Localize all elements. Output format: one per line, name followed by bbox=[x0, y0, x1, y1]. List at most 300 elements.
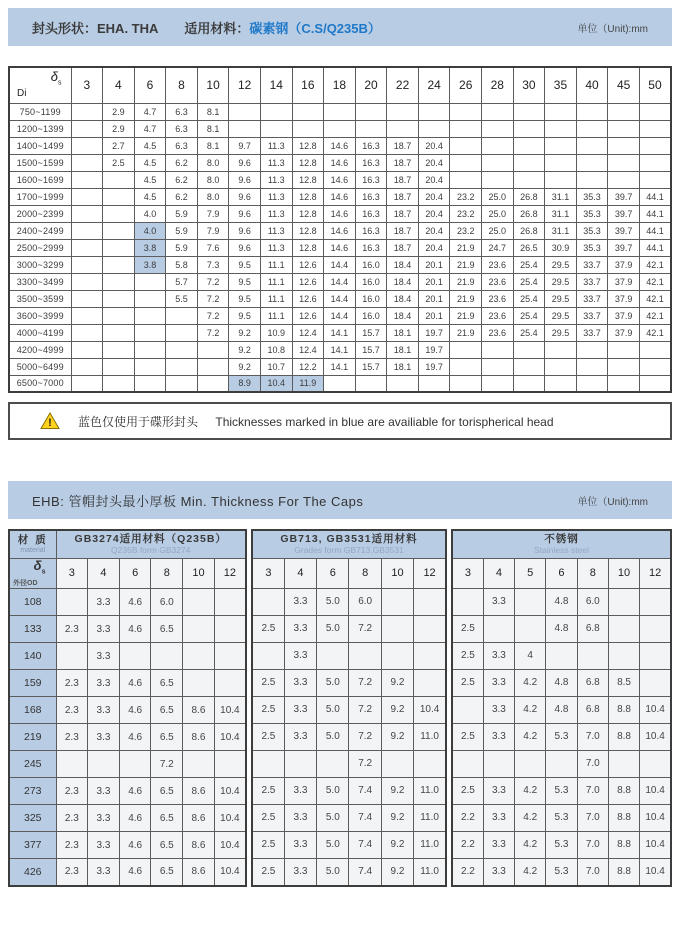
thickness-cell: 6.3 bbox=[166, 120, 198, 137]
thickness-cell bbox=[324, 375, 356, 392]
thickness-cell bbox=[545, 137, 577, 154]
thickness-cell: 18.7 bbox=[387, 188, 419, 205]
od-row-label: 140 bbox=[9, 643, 56, 670]
thickness-cell: 42.1 bbox=[639, 307, 671, 324]
thickness-column-header: 24 bbox=[418, 67, 450, 103]
thickness-cell: 16.3 bbox=[355, 222, 387, 239]
thickness-cell: 6.5 bbox=[151, 670, 183, 697]
thickness-cell: 9.2 bbox=[381, 858, 413, 885]
thickness-cell bbox=[103, 205, 135, 222]
thickness-cell: 2.2 bbox=[452, 804, 483, 831]
thickness-cell: 35.3 bbox=[576, 205, 608, 222]
thickness-cell bbox=[134, 307, 166, 324]
thickness-column-header: 12 bbox=[229, 67, 261, 103]
thickness-cell: 11.1 bbox=[260, 273, 292, 290]
thickness-cell: 5.3 bbox=[546, 858, 577, 885]
thickness-cell: 2.3 bbox=[56, 778, 88, 805]
thickness-cell bbox=[640, 588, 671, 615]
thickness-cell bbox=[608, 750, 639, 777]
thickness-cell bbox=[381, 615, 413, 642]
table-row bbox=[9, 805, 246, 832]
thickness-cell bbox=[450, 341, 482, 358]
thickness-cell: 23.6 bbox=[482, 273, 514, 290]
thickness-cell: 20.1 bbox=[418, 290, 450, 307]
thickness-cell bbox=[513, 171, 545, 188]
thickness-cell: 6.5 bbox=[151, 805, 183, 832]
thickness-cell: 18.7 bbox=[387, 239, 419, 256]
thickness-cell: 26.8 bbox=[513, 222, 545, 239]
thickness-cell: 4.6 bbox=[119, 832, 151, 859]
table-row bbox=[252, 588, 446, 615]
thickness-cell: 9.6 bbox=[229, 154, 261, 171]
diameter-range-label: 1500~1599 bbox=[9, 154, 71, 171]
thickness-cell: 33.7 bbox=[576, 290, 608, 307]
thickness-column-header: 18 bbox=[324, 67, 356, 103]
thickness-cell: 2.3 bbox=[56, 724, 88, 751]
table1-corner-cell bbox=[9, 67, 71, 103]
thickness-cell bbox=[214, 589, 246, 616]
unit-label: 单位（Unit):mm bbox=[577, 23, 648, 35]
thickness-cell bbox=[71, 154, 103, 171]
thickness-cell: 4.6 bbox=[119, 589, 151, 616]
thickness-cell bbox=[355, 103, 387, 120]
thickness-cell: 9.7 bbox=[229, 137, 261, 154]
thickness-cell bbox=[324, 103, 356, 120]
thickness-cell: 14.6 bbox=[324, 222, 356, 239]
thickness-cell: 5.0 bbox=[317, 696, 349, 723]
thickness-cell bbox=[450, 137, 482, 154]
thickness-cell: 26.8 bbox=[513, 188, 545, 205]
thickness-cell: 5.0 bbox=[317, 777, 349, 804]
thickness-cell: 25.4 bbox=[513, 290, 545, 307]
thickness-cell: 37.9 bbox=[608, 273, 640, 290]
diameter-range-label: 750~1199 bbox=[9, 103, 71, 120]
thickness-cell: 29.5 bbox=[545, 290, 577, 307]
thickness-cell: 2.3 bbox=[56, 697, 88, 724]
thickness-cell bbox=[134, 358, 166, 375]
thickness-cell: 8.5 bbox=[608, 669, 639, 696]
thickness-cell: 3.3 bbox=[88, 724, 120, 751]
thickness-cell: 21.9 bbox=[450, 324, 482, 341]
thickness-cell bbox=[103, 256, 135, 273]
thickness-cell: 31.1 bbox=[545, 205, 577, 222]
thickness-cell bbox=[608, 642, 639, 669]
thickness-cell: 2.5 bbox=[452, 669, 483, 696]
thickness-cell: 4.5 bbox=[134, 154, 166, 171]
thickness-cell: 21.9 bbox=[450, 256, 482, 273]
thickness-cell: 4.5 bbox=[134, 188, 166, 205]
thickness-cell bbox=[450, 120, 482, 137]
thickness-cell: 3.3 bbox=[88, 643, 120, 670]
thickness-cell bbox=[183, 670, 215, 697]
diameter-range-label: 3300~3499 bbox=[9, 273, 71, 290]
thickness-cell: 3.3 bbox=[483, 669, 514, 696]
thickness-cell: 19.7 bbox=[418, 358, 450, 375]
thickness-cell: 20.4 bbox=[418, 137, 450, 154]
unit-label-2: 单位（Unit):mm bbox=[577, 496, 648, 508]
table-row bbox=[9, 120, 671, 137]
thickness-cell: 37.9 bbox=[608, 290, 640, 307]
thickness-cell: 7.0 bbox=[577, 723, 608, 750]
thickness-cell: 35.3 bbox=[576, 188, 608, 205]
thickness-cell: 2.5 bbox=[252, 777, 284, 804]
thickness-cell: 5.0 bbox=[317, 804, 349, 831]
thickness-cell bbox=[546, 750, 577, 777]
thickness-cell bbox=[381, 750, 413, 777]
thickness-cell: 7.2 bbox=[197, 307, 229, 324]
thickness-cell: 2.7 bbox=[103, 137, 135, 154]
thickness-cell bbox=[450, 375, 482, 392]
thickness-cell: 9.2 bbox=[381, 696, 413, 723]
thickness-cell: 26.5 bbox=[513, 239, 545, 256]
thickness-cell: 12.6 bbox=[292, 290, 324, 307]
thickness-cell bbox=[482, 103, 514, 120]
thickness-cell bbox=[482, 120, 514, 137]
thickness-cell bbox=[71, 290, 103, 307]
thickness-cell: 6.5 bbox=[151, 778, 183, 805]
thickness-cell: 7.3 bbox=[197, 256, 229, 273]
table-row bbox=[9, 222, 671, 239]
caps-table-body bbox=[252, 588, 446, 886]
thickness-cell: 8.8 bbox=[608, 723, 639, 750]
thickness-cell: 3.3 bbox=[483, 777, 514, 804]
thickness-cell: 8.0 bbox=[197, 188, 229, 205]
thickness-cell: 5.9 bbox=[166, 239, 198, 256]
thickness-cell bbox=[183, 751, 215, 778]
diameter-range-label: 1600~1699 bbox=[9, 171, 71, 188]
thickness-column-header: 12 bbox=[640, 558, 671, 588]
thickness-cell: 26.8 bbox=[513, 205, 545, 222]
section2-title: EHB: 管帽封头最小厚板 Min. Thickness For The Caps bbox=[32, 493, 364, 509]
thickness-cell bbox=[608, 588, 639, 615]
thickness-cell: 25.4 bbox=[513, 324, 545, 341]
thickness-cell: 4 bbox=[515, 642, 546, 669]
thickness-column-header: 6 bbox=[134, 67, 166, 103]
thickness-cell bbox=[252, 750, 284, 777]
thickness-cell: 4.7 bbox=[134, 103, 166, 120]
thickness-cell: 6.5 bbox=[151, 859, 183, 886]
thickness-cell: 4.2 bbox=[515, 777, 546, 804]
thickness-column-header: 10 bbox=[197, 67, 229, 103]
thickness-cell: 11.0 bbox=[414, 831, 446, 858]
thickness-cell bbox=[71, 341, 103, 358]
thickness-cell: 11.3 bbox=[260, 239, 292, 256]
thickness-cell bbox=[608, 171, 640, 188]
thickness-cell: 6.3 bbox=[166, 103, 198, 120]
thickness-cell bbox=[166, 324, 198, 341]
table-row bbox=[9, 670, 246, 697]
thickness-cell: 11.9 bbox=[292, 375, 324, 392]
thickness-cell: 18.7 bbox=[387, 205, 419, 222]
thickness-cell: 11.0 bbox=[414, 858, 446, 885]
thickness-cell: 11.3 bbox=[260, 188, 292, 205]
delta-od-header-cell bbox=[9, 558, 56, 589]
thickness-cell: 18.1 bbox=[387, 358, 419, 375]
thickness-cell: 8.0 bbox=[197, 154, 229, 171]
thickness-cell: 6.8 bbox=[577, 615, 608, 642]
thickness-cell: 35.3 bbox=[576, 222, 608, 239]
thickness-cell: 2.3 bbox=[56, 805, 88, 832]
caps-table-header bbox=[9, 530, 246, 589]
thickness-cell: 18.4 bbox=[387, 307, 419, 324]
od-row-label: 133 bbox=[9, 616, 56, 643]
thickness-cell: 11.0 bbox=[414, 723, 446, 750]
thickness-cell bbox=[452, 588, 483, 615]
thickness-cell: 16.0 bbox=[355, 307, 387, 324]
thickness-cell bbox=[576, 358, 608, 375]
table-row bbox=[452, 858, 671, 885]
table-row bbox=[252, 858, 446, 885]
thickness-cell: 30.9 bbox=[545, 239, 577, 256]
thickness-column-header: 10 bbox=[608, 558, 639, 588]
thickness-cell: 25.0 bbox=[482, 222, 514, 239]
thickness-cell: 8.6 bbox=[183, 778, 215, 805]
thickness-cell bbox=[639, 171, 671, 188]
thickness-cell bbox=[513, 341, 545, 358]
thickness-cell bbox=[119, 643, 151, 670]
table-row bbox=[252, 615, 446, 642]
thickness-cell bbox=[608, 358, 640, 375]
thickness-cell: 8.6 bbox=[183, 724, 215, 751]
table-row bbox=[452, 669, 671, 696]
thickness-cell bbox=[183, 643, 215, 670]
thickness-cell: 10.4 bbox=[214, 778, 246, 805]
thickness-cell bbox=[103, 307, 135, 324]
thickness-cell: 7.0 bbox=[577, 831, 608, 858]
di-label: Di bbox=[17, 87, 27, 99]
thickness-cell: 42.1 bbox=[639, 290, 671, 307]
thickness-cell: 3.3 bbox=[483, 588, 514, 615]
thickness-column-header: 4 bbox=[483, 558, 514, 588]
thickness-cell: 23.2 bbox=[450, 205, 482, 222]
thickness-cell: 10.9 bbox=[260, 324, 292, 341]
note-box bbox=[8, 402, 672, 440]
thickness-cell: 4.8 bbox=[546, 615, 577, 642]
thickness-cell bbox=[482, 375, 514, 392]
thickness-cell: 3.3 bbox=[284, 669, 316, 696]
thickness-cell: 14.6 bbox=[324, 188, 356, 205]
thickness-cell bbox=[71, 205, 103, 222]
thickness-cell: 8.8 bbox=[608, 831, 639, 858]
thickness-cell: 4.5 bbox=[134, 137, 166, 154]
thickness-cell: 37.9 bbox=[608, 256, 640, 273]
thickness-cell: 4.6 bbox=[119, 724, 151, 751]
thickness-cell bbox=[639, 120, 671, 137]
thickness-cell: 14.4 bbox=[324, 290, 356, 307]
thickness-cell: 21.9 bbox=[450, 273, 482, 290]
diameter-range-label: 5000~6499 bbox=[9, 358, 71, 375]
thickness-cell: 31.1 bbox=[545, 188, 577, 205]
thickness-cell bbox=[284, 750, 316, 777]
thickness-column-header: 26 bbox=[450, 67, 482, 103]
group-title-zh: GB713, GB3531适用材料 bbox=[280, 533, 418, 546]
thickness-cell: 7.2 bbox=[197, 273, 229, 290]
thickness-cell: 4.6 bbox=[119, 778, 151, 805]
thickness-cell: 42.1 bbox=[639, 324, 671, 341]
thickness-cell bbox=[56, 589, 88, 616]
thickness-cell: 7.0 bbox=[577, 750, 608, 777]
od-row-label: 245 bbox=[9, 751, 56, 778]
group-header-row bbox=[252, 530, 446, 558]
thickness-cell bbox=[183, 616, 215, 643]
thickness-cell bbox=[214, 751, 246, 778]
thickness-cell: 16.3 bbox=[355, 171, 387, 188]
thickness-cell: 10.4 bbox=[640, 831, 671, 858]
thickness-cell bbox=[640, 669, 671, 696]
thickness-cell bbox=[418, 120, 450, 137]
thickness-cell bbox=[545, 120, 577, 137]
thickness-column-header: 6 bbox=[119, 558, 151, 589]
svg-text:!: ! bbox=[48, 417, 52, 429]
thickness-cell: 4.6 bbox=[119, 616, 151, 643]
thickness-cell: 18.7 bbox=[387, 171, 419, 188]
thickness-cell bbox=[608, 341, 640, 358]
thickness-cell: 3.3 bbox=[88, 778, 120, 805]
table-row bbox=[452, 642, 671, 669]
thickness-cell bbox=[119, 751, 151, 778]
thickness-cell: 11.1 bbox=[260, 256, 292, 273]
thickness-cell: 10.4 bbox=[640, 696, 671, 723]
thickness-cell: 18.1 bbox=[387, 324, 419, 341]
thickness-cell: 3.3 bbox=[284, 723, 316, 750]
thickness-cell: 4.7 bbox=[134, 120, 166, 137]
thickness-cell: 8.8 bbox=[608, 696, 639, 723]
diameter-range-label: 2000~2399 bbox=[9, 205, 71, 222]
material-label-en: material bbox=[20, 546, 46, 554]
thickness-cell: 19.7 bbox=[418, 324, 450, 341]
thickness-cell: 12.8 bbox=[292, 239, 324, 256]
group-title-cell bbox=[56, 530, 246, 558]
thickness-cell: 8.8 bbox=[608, 858, 639, 885]
thickness-cell bbox=[71, 307, 103, 324]
thickness-cell: 33.7 bbox=[576, 256, 608, 273]
thickness-cell: 9.5 bbox=[229, 290, 261, 307]
thickness-column-header: 10 bbox=[183, 558, 215, 589]
section1-banner bbox=[8, 8, 672, 46]
thickness-cell: 14.4 bbox=[324, 273, 356, 290]
thickness-cell: 4.6 bbox=[119, 697, 151, 724]
od-row-label: 168 bbox=[9, 697, 56, 724]
table-row bbox=[9, 171, 671, 188]
thickness-cell: 29.5 bbox=[545, 273, 577, 290]
thickness-cell: 11.1 bbox=[260, 290, 292, 307]
thickness-cell: 10.8 bbox=[260, 341, 292, 358]
thickness-cell bbox=[183, 589, 215, 616]
table-row bbox=[452, 615, 671, 642]
thickness-cell bbox=[483, 615, 514, 642]
thickness-cell: 10.4 bbox=[214, 859, 246, 886]
table-row bbox=[452, 777, 671, 804]
thickness-cell: 4.8 bbox=[546, 588, 577, 615]
table-row bbox=[9, 375, 671, 392]
thickness-cell: 5.3 bbox=[546, 723, 577, 750]
thickness-cell: 14.4 bbox=[324, 307, 356, 324]
thickness-cell bbox=[229, 120, 261, 137]
thickness-cell: 18.7 bbox=[387, 154, 419, 171]
thickness-cell bbox=[252, 588, 284, 615]
thickness-cell bbox=[103, 290, 135, 307]
thickness-cell: 6.5 bbox=[151, 832, 183, 859]
thickness-cell: 2.5 bbox=[252, 858, 284, 885]
thickness-cell: 5.9 bbox=[166, 205, 198, 222]
thickness-cell: 6.5 bbox=[151, 616, 183, 643]
thickness-cell bbox=[513, 103, 545, 120]
table-row bbox=[9, 154, 671, 171]
thickness-cell: 5.8 bbox=[166, 256, 198, 273]
thickness-cell bbox=[103, 188, 135, 205]
thickness-cell: 7.9 bbox=[197, 205, 229, 222]
table-row bbox=[9, 239, 671, 256]
thickness-cell bbox=[513, 358, 545, 375]
thickness-cell: 3.3 bbox=[88, 589, 120, 616]
thickness-cell: 3.3 bbox=[483, 858, 514, 885]
thickness-cell: 20.4 bbox=[418, 239, 450, 256]
thickness-cell: 39.7 bbox=[608, 205, 640, 222]
thickness-cell: 5.3 bbox=[546, 831, 577, 858]
thickness-cell bbox=[482, 137, 514, 154]
thickness-cell bbox=[214, 670, 246, 697]
table-row bbox=[9, 778, 246, 805]
thickness-cell bbox=[515, 588, 546, 615]
thickness-cell bbox=[639, 137, 671, 154]
thickness-cell: 44.1 bbox=[639, 205, 671, 222]
thickness-cell: 3.3 bbox=[284, 615, 316, 642]
table-row bbox=[9, 616, 246, 643]
thickness-cell: 8.9 bbox=[229, 375, 261, 392]
caps-table-body bbox=[9, 589, 246, 886]
thickness-cell: 2.3 bbox=[56, 832, 88, 859]
thickness-cell: 9.2 bbox=[381, 804, 413, 831]
thickness-cell bbox=[88, 751, 120, 778]
thickness-cell bbox=[387, 120, 419, 137]
thickness-cell: 12.8 bbox=[292, 188, 324, 205]
thickness-cell bbox=[577, 642, 608, 669]
warning-triangle-icon bbox=[40, 412, 60, 430]
diameter-range-label: 4200~4999 bbox=[9, 341, 71, 358]
thickness-column-header: 4 bbox=[103, 67, 135, 103]
thickness-cell bbox=[452, 696, 483, 723]
table-row bbox=[9, 324, 671, 341]
thickness-cell: 10.4 bbox=[414, 696, 446, 723]
thickness-column-header: 45 bbox=[608, 67, 640, 103]
thickness-cell: 3.3 bbox=[284, 588, 316, 615]
thickness-cell: 10.4 bbox=[260, 375, 292, 392]
thickness-cell: 8.8 bbox=[608, 777, 639, 804]
thickness-cell: 4.2 bbox=[515, 804, 546, 831]
delta-symbol: $\delta_s$ bbox=[50, 69, 62, 87]
od-row-label: 325 bbox=[9, 805, 56, 832]
thickness-cell: 37.9 bbox=[608, 324, 640, 341]
group-title-zh: 不锈钢 bbox=[544, 533, 579, 546]
thickness-cell: 10.4 bbox=[214, 724, 246, 751]
thickness-cell bbox=[513, 375, 545, 392]
thickness-cell bbox=[608, 120, 640, 137]
thickness-cell bbox=[71, 256, 103, 273]
thickness-cell: 2.9 bbox=[103, 103, 135, 120]
thickness-cell: 6.2 bbox=[166, 171, 198, 188]
thickness-cell: 12.8 bbox=[292, 222, 324, 239]
thickness-cell: 10.4 bbox=[640, 777, 671, 804]
table-row bbox=[9, 256, 671, 273]
thickness-cell: 16.3 bbox=[355, 188, 387, 205]
table-row bbox=[252, 669, 446, 696]
thickness-cell bbox=[103, 273, 135, 290]
thickness-column-header: 14 bbox=[260, 67, 292, 103]
thickness-cell: 14.6 bbox=[324, 154, 356, 171]
thickness-cell: 11.3 bbox=[260, 171, 292, 188]
thickness-cell bbox=[576, 341, 608, 358]
thickness-cell: 2.5 bbox=[452, 777, 483, 804]
